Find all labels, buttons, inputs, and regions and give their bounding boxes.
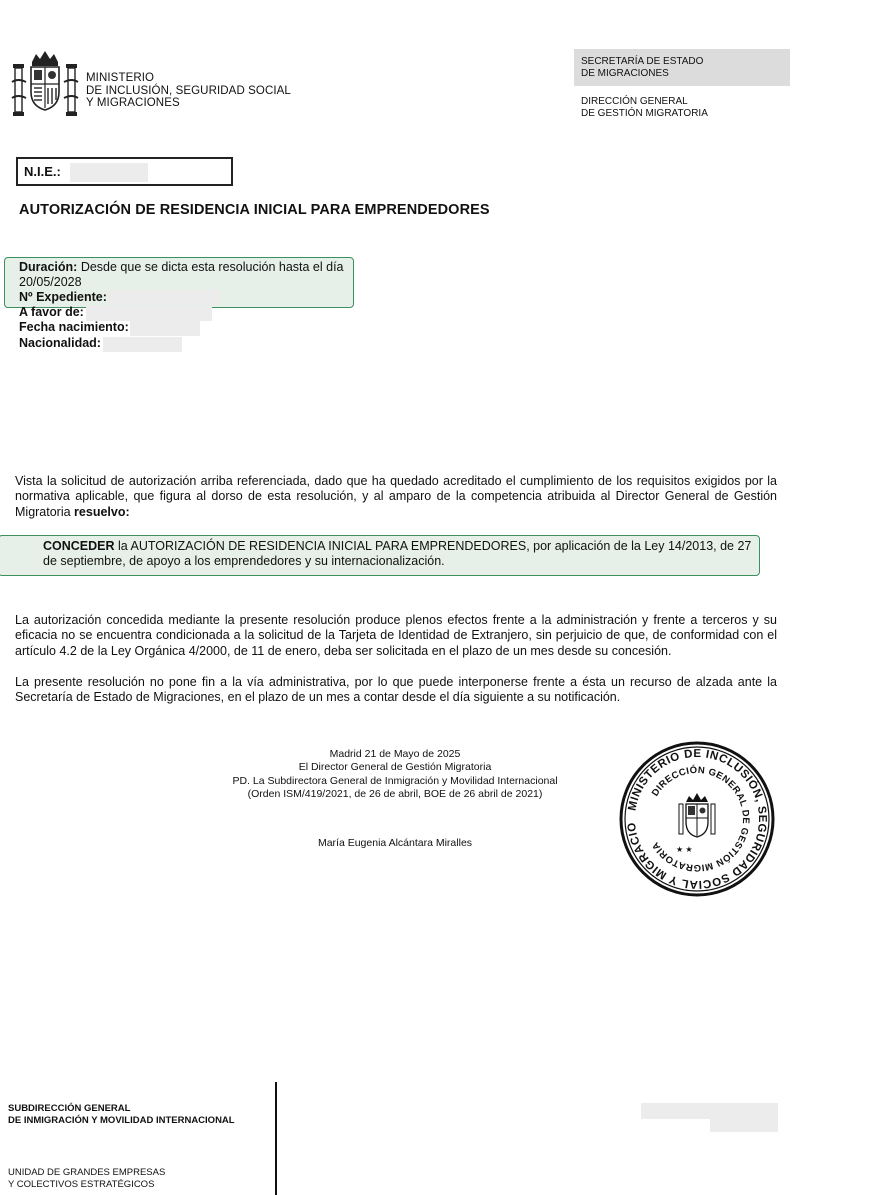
footer-subdireccion-line: DE INMIGRACIÓN Y MOVILIDAD INTERNACIONAL [8,1115,235,1126]
footer-redacted [710,1117,778,1132]
signature-block [200,748,590,801]
concede-paragraph [43,539,755,570]
nacimiento-redacted [130,321,200,336]
favor-label: A favor de: [19,305,84,319]
expediente-label: Nº Expediente: [19,290,107,304]
favor-redacted [86,306,212,321]
footer-unidad [8,1167,165,1191]
nacimiento-row [19,320,129,335]
seal-inner-text: DIRECCIÓN GENERAL DE GESTIÓN MIGRATORIA [649,764,752,874]
concede-label: CONCEDER [43,539,115,553]
resuelvo-label: resuelvo: [74,504,130,519]
ministry-name [86,72,291,110]
resolution-text: Vista la solicitud de autorización arriba referenciada, dado que ha quedado acreditado el cumplimiento de los requisitos exigidos por la normativa aplicable, que figura al dorso de esta resolución, y al amparo de la competencia atribuida al Director General de Gestión Migratoria [15,474,777,519]
seal-outer-text: MINISTERIO DE INCLUSIÓN, SEGURIDAD SOCIAL Y MIGRACIO [625,747,769,891]
expediente-redacted [107,290,220,305]
favor-row [19,305,84,320]
direccion-line: DE GESTIÓN MIGRATORIA [581,108,708,119]
nacimiento-label: Fecha nacimiento: [19,320,129,334]
ministry-line: DE INCLUSIÓN, SEGURIDAD SOCIAL [86,84,291,97]
footer-unidad-line: UNIDAD DE GRANDES EMPRESAS [8,1167,166,1178]
secretaria-line: DE MIGRACIONES [581,68,669,79]
duracion-date: 20/05/2028 [19,275,82,289]
effects-paragraph: La autorización concedida mediante la presente resolución produce plenos efectos frente a la administración y frente a terceros y su eficacia no se encuentra condicionada a la solicitud de la Tarjeta de Identidad de Extranjero, sin perjuicio de que, de conformidad con el artículo 4.2 de la Ley Orgánica 4/2000, de 11 de enero, deba ser solicitada en el plazo de un mes desde su concesión. [15,613,777,658]
document-title: AUTORIZACIÓN DE RESIDENCIA INICIAL PARA EMPRENDEDORES [19,202,490,218]
ministry-line: Y MIGRACIONES [86,97,180,109]
official-seal-icon [618,740,776,898]
nie-redacted [70,163,148,182]
resolution-paragraph [15,474,777,520]
signature-place-date: Madrid 21 de Mayo de 2025 [329,748,461,760]
signer-name: María Eugenia Alcántara Miralles [317,837,473,849]
duracion-value: Desde que se dicta esta resolución hasta el día [80,260,344,274]
signature-role: El Director General de Gestión Migratoria [298,761,492,774]
footer-unidad-line: Y COLECTIVOS ESTRATÉGICOS [8,1179,155,1190]
footer-subdireccion-line: SUBDIRECCIÓN GENERAL [8,1103,131,1114]
concede-text: la AUTORIZACIÓN DE RESIDENCIA INICIAL PARA EMPRENDEDORES, por aplicación de la Ley 14/2013, de 27 de septiembre, de apoyo a los emprendedores y su internacionalización. [43,539,752,569]
nie-label: N.I.E.: [24,164,61,179]
nacionalidad-redacted [103,337,182,352]
secretaria-line: SECRETARÍA DE ESTADO [581,56,704,67]
expediente-row [19,290,107,305]
duracion-row [19,260,344,275]
duracion-label: Duración: [19,260,78,274]
direccion-line: DIRECCIÓN GENERAL [581,96,688,107]
nacionalidad-label: Nacionalidad: [19,336,101,350]
ministry-line: MINISTERIO [86,72,155,84]
footer-divider [275,1082,277,1195]
appeal-paragraph: La presente resolución no pone fin a la vía administrativa, por lo que puede interponerse frente a ésta un recurso de alzada ante la Secretaría de Estado de Migraciones, en el plazo de un mes a contar desde el día siguiente a su notificación. [15,675,777,705]
signature-delegation: PD. La Subdirectora General de Inmigración y Movilidad Internacional [232,774,558,787]
nacionalidad-row [19,336,101,351]
direccion-general [581,96,708,120]
footer-subdireccion [8,1103,235,1127]
svg-text:★ ★: ★ ★ [676,845,693,854]
signature-order: (Orden ISM/419/2021, de 26 de abril, BOE de 26 abril de 2021) [247,787,543,800]
secretaria-box [574,49,790,86]
coat-of-arms-icon [10,48,80,122]
